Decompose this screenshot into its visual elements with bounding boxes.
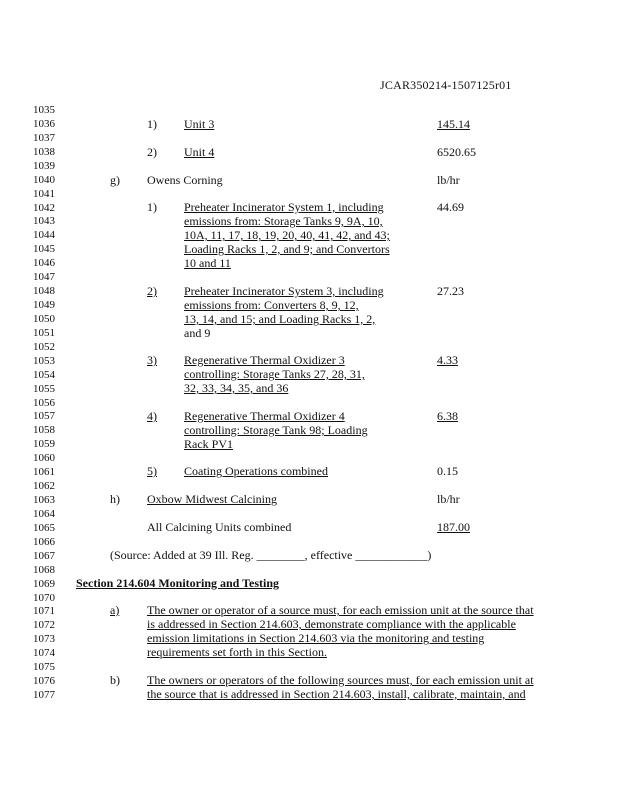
line-number: 1041 (33, 187, 55, 200)
subsection-letter: g) (110, 173, 120, 187)
line-number: 1074 (33, 647, 55, 660)
unit-description-line: 10 and 11 (184, 256, 231, 270)
paragraph-letter: b) (110, 673, 120, 687)
item-number: 3) (147, 353, 157, 367)
line-number: 1062 (33, 480, 55, 493)
paragraph-line: The owners or operators of the following sources must, for each emission unit at (147, 673, 534, 687)
line-number: 1039 (33, 159, 55, 172)
paragraph-line: the source that is addressed in Section 214.603, install, calibrate, maintain, and (147, 687, 526, 701)
source-note: (Source: Added at 39 Ill. Reg. ________, effective ____________) (110, 548, 432, 562)
emission-value: 187.00 (437, 520, 470, 534)
line-number: 1068 (33, 563, 55, 576)
line-number: 1073 (33, 633, 55, 646)
line-number: 1054 (33, 368, 55, 381)
line-number: 1042 (33, 201, 55, 214)
item-number: 4) (147, 409, 157, 423)
unit-description-line: Loading Racks 1, 2, and 9; and Convertors (184, 242, 390, 256)
unit-description-line: 10A, 11, 17, 18, 19, 20, 40, 41, 42, and 43; (184, 228, 390, 242)
item-number: 1) (147, 200, 157, 214)
line-number: 1058 (33, 424, 55, 437)
emission-value: 6520.65 (437, 145, 476, 159)
line-number: 1069 (33, 577, 55, 590)
unit-description-line: emissions from: Storage Tanks 9, 9A, 10, (184, 214, 383, 228)
line-number: 1059 (33, 438, 55, 451)
unit-label: Unit 4 (184, 145, 215, 159)
company-name: Owens Corning (147, 173, 223, 187)
emission-value: 44.69 (437, 200, 464, 214)
emission-value: 6.38 (437, 409, 458, 423)
line-number: 1038 (33, 145, 55, 158)
section-heading: Section 214.604 Monitoring and Testing (76, 576, 280, 590)
line-number: 1053 (33, 354, 55, 367)
line-number: 1077 (33, 689, 55, 702)
unit-description-line: and 9 (184, 326, 211, 340)
line-number: 1040 (33, 173, 55, 186)
paragraph-line: emission limitations in Section 214.603 via the monitoring and testing (147, 631, 485, 645)
line-number: 1072 (33, 619, 55, 632)
emission-value: 27.23 (437, 284, 464, 298)
line-number: 1057 (33, 410, 55, 423)
line-number: 1061 (33, 466, 55, 479)
unit-description-line: Preheater Incinerator System 1, including (184, 200, 384, 214)
unit-description-line: 13, 14, and 15; and Loading Racks 1, 2, (184, 312, 376, 326)
line-number: 1066 (33, 535, 55, 548)
line-number: 1075 (33, 661, 55, 674)
unit-description-line: 32, 33, 34, 35, and 36 (184, 381, 289, 395)
line-number: 1063 (33, 494, 55, 507)
line-number: 1076 (33, 675, 55, 688)
line-number: 1055 (33, 382, 55, 395)
unit-label: Unit 3 (184, 117, 215, 131)
unit-description-line: controlling: Storage Tanks 27, 28, 31, (184, 367, 365, 381)
unit-description-line: Preheater Incinerator System 3, including (184, 284, 384, 298)
line-number: 1044 (33, 229, 55, 242)
unit-description-line: Regenerative Thermal Oxidizer 3 (184, 353, 345, 367)
line-number: 1035 (33, 104, 55, 116)
line-number: 1047 (33, 271, 55, 284)
company-name: Oxbow Midwest Calcining (147, 492, 277, 506)
emission-value: 0.15 (437, 464, 458, 478)
item-number: 5) (147, 464, 157, 478)
line-number: 1060 (33, 452, 55, 465)
item-number: 2) (147, 284, 157, 298)
paragraph-line: requirements set forth in this Section. (147, 645, 327, 659)
line-number: 1045 (33, 243, 55, 256)
line-number: 1064 (33, 507, 55, 520)
line-number: 1071 (33, 605, 55, 618)
item-number: 1) (147, 117, 157, 131)
line-number: 1051 (33, 326, 55, 339)
line-number: 1067 (33, 549, 55, 562)
line-number: 1050 (33, 312, 55, 325)
line-number: 1070 (33, 591, 55, 604)
unit-header: lb/hr (437, 173, 460, 187)
line-number: 1056 (33, 396, 55, 409)
paragraph-line: is addressed in Section 214.603, demonstrate compliance with the applicable (147, 617, 516, 631)
emission-value: 4.33 (437, 353, 458, 367)
document-id-header: JCAR350214-1507125r01 (380, 78, 512, 92)
unit-description-line: Regenerative Thermal Oxidizer 4 (184, 409, 345, 423)
unit-label: All Calcining Units combined (147, 520, 292, 534)
line-number: 1049 (33, 299, 55, 312)
line-number: 1048 (33, 285, 55, 298)
subsection-letter: h) (110, 492, 120, 506)
paragraph-letter: a) (110, 603, 120, 617)
paragraph-line: The owner or operator of a source must, for each emission unit at the source that (147, 603, 534, 617)
emission-value: 145.14 (437, 117, 470, 131)
unit-header: lb/hr (437, 492, 460, 506)
line-number: 1065 (33, 521, 55, 534)
line-number: 1036 (33, 117, 55, 130)
line-number: 1037 (33, 131, 55, 144)
line-number: 1046 (33, 257, 55, 270)
line-number: 1052 (33, 340, 55, 353)
line-number: 1043 (33, 215, 55, 228)
unit-description-line: Rack PV1 (184, 437, 233, 451)
unit-description-line: controlling: Storage Tank 98; Loading (184, 423, 368, 437)
unit-description-line: emissions from: Converters 8, 9, 12, (184, 298, 359, 312)
item-number: 2) (147, 145, 157, 159)
unit-label: Coating Operations combined (184, 464, 328, 478)
